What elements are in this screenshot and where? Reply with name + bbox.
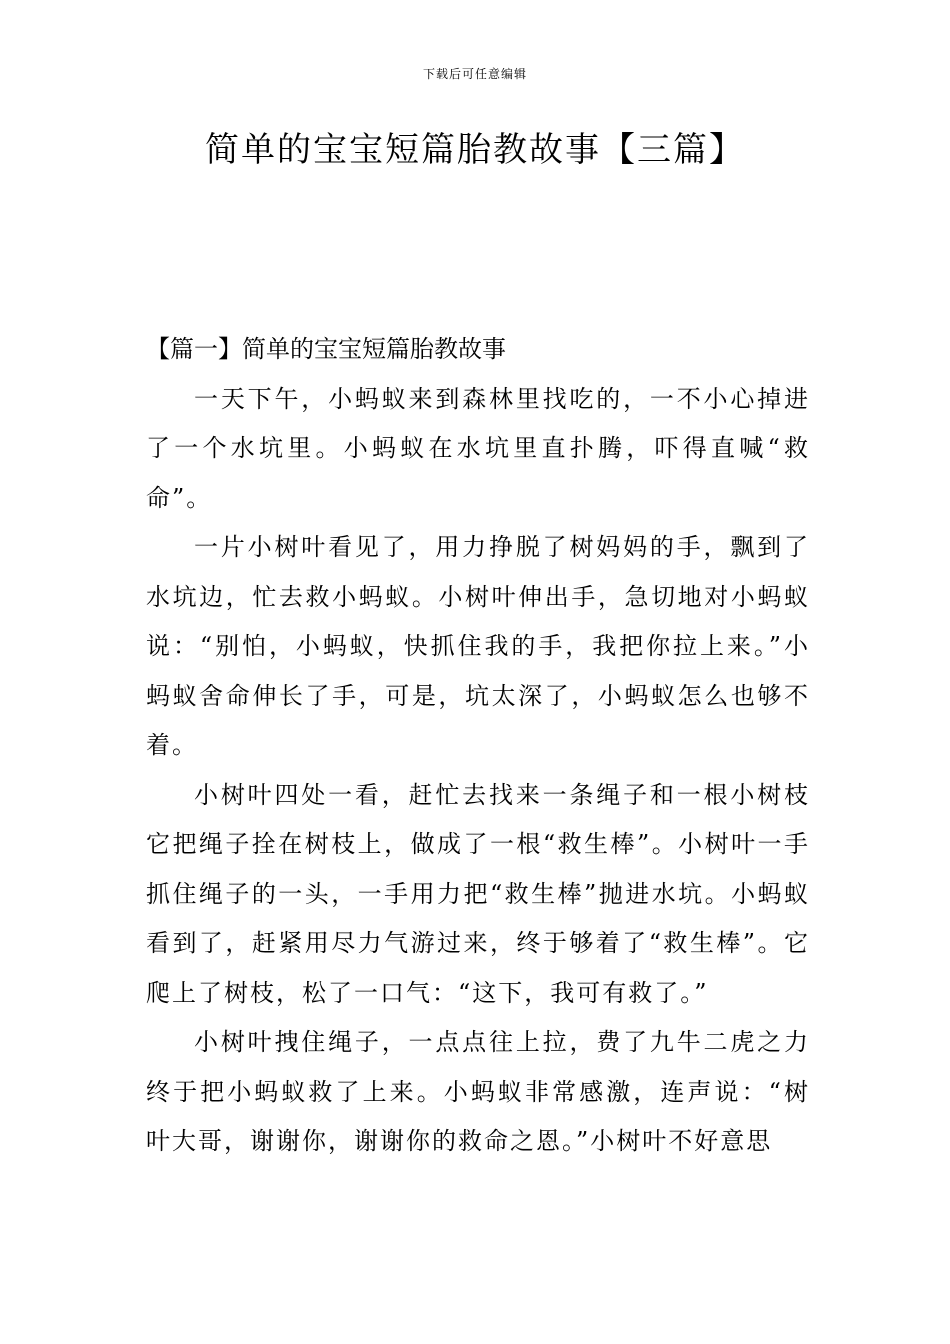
paragraph-3: 小树叶四处一看，赶忙去找来一条绳子和一根小树枝它把绳子拴在树枝上，做成了一根“救生棒”。小树叶一手抓住绳子的一头，一手用力把“救生棒”抛进水坑。小蚂蚁看到了，赶紧用尽力气游过来，终于够着了“救生棒”。它爬上了树枝，松了一口气：“这下，我可有救了。” bbox=[146, 780, 810, 1007]
paragraph-2: 一片小树叶看见了，用力挣脱了树妈妈的手，飘到了水坑边，忙去救小蚂蚁。小树叶伸出手，急切地对小蚂蚁说：“别怕，小蚂蚁，快抓住我的手，我把你拉上来。”小蚂蚁舍命伸长了手，可是，坑太深了，小蚂蚁怎么也够不着。 bbox=[146, 533, 810, 759]
document-body bbox=[146, 325, 810, 1167]
paragraph-1: 一天下午，小蚂蚁来到森林里找吃的，一不小心掉进了一个水坑里。小蚂蚁在水坑里直扑腾，吓得直喊“救命”。 bbox=[146, 384, 810, 512]
paragraph-4: 小树叶拽住绳子，一点点往上拉，费了九牛二虎之力终于把小蚂蚁救了上来。小蚂蚁非常感激，连声说：“树叶大哥，谢谢你，谢谢你的救命之恩。”小树叶不好意思 bbox=[146, 1028, 810, 1155]
header-note: 下载后可任意编辑 bbox=[422, 67, 527, 81]
document-title: 简单的宝宝短篇胎教故事【三篇】 bbox=[205, 130, 745, 170]
section-heading: 【篇一】简单的宝宝短篇胎教故事 bbox=[146, 335, 506, 363]
